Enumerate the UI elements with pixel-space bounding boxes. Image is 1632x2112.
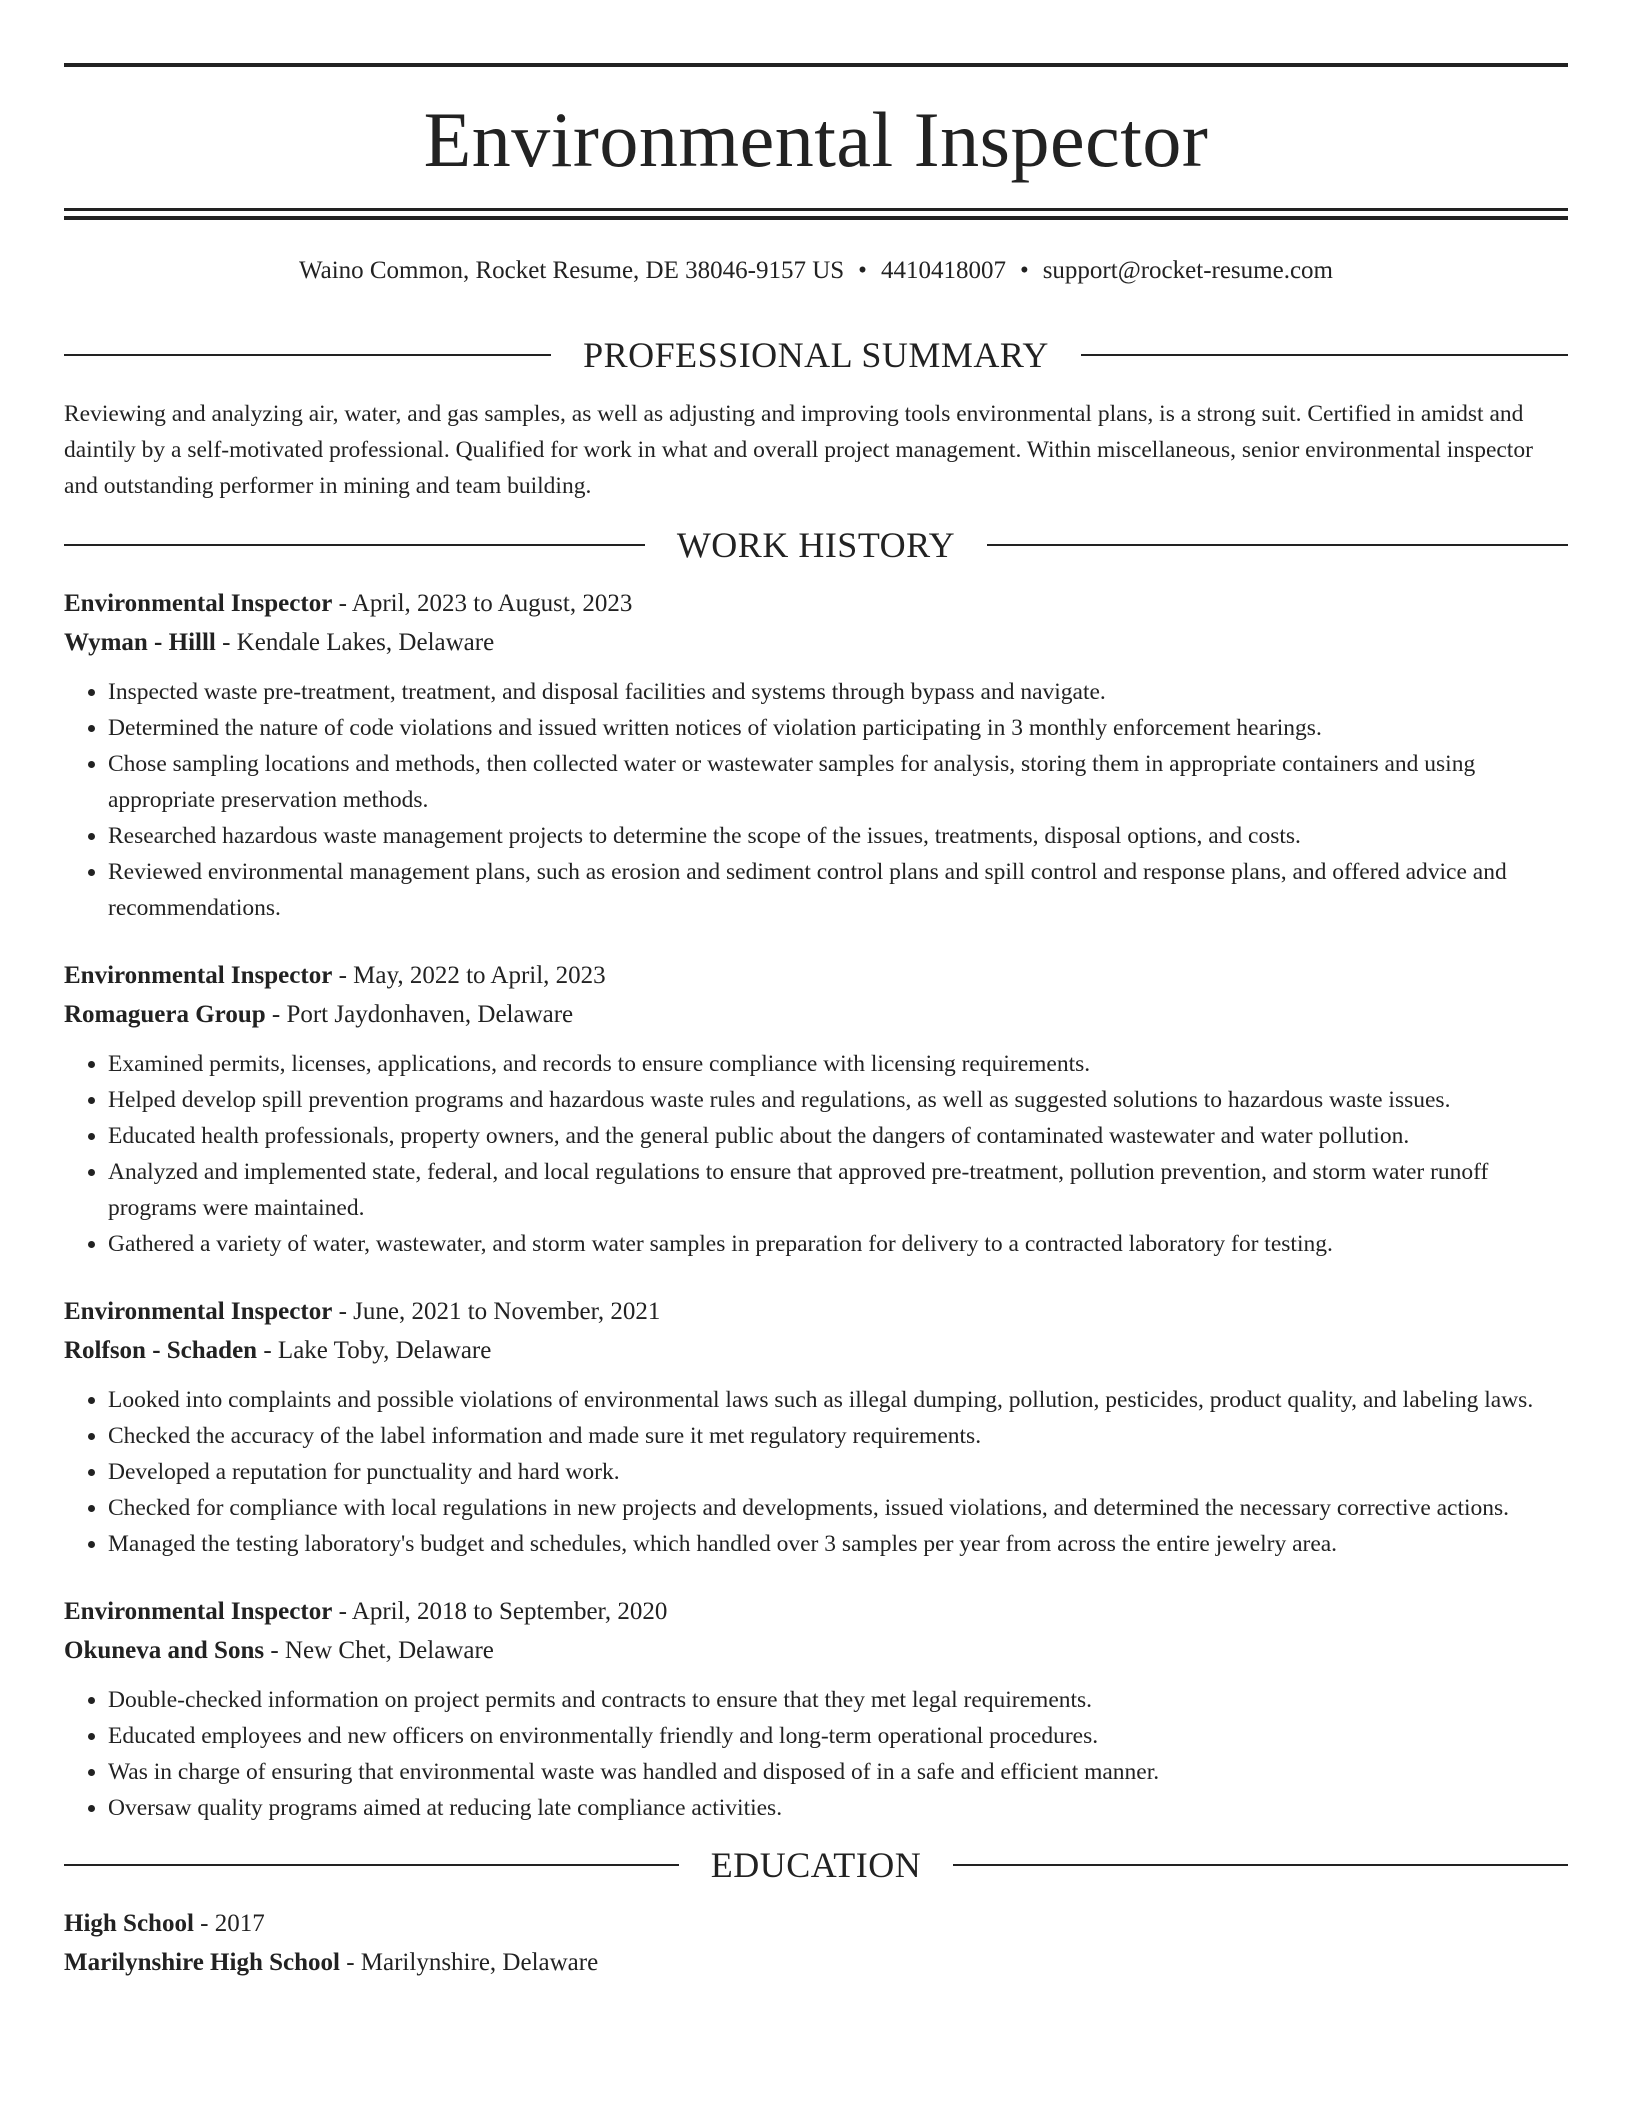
job-location: - Port Jaydonhaven, Delaware [265,1001,574,1028]
job-title-line [64,584,1568,623]
heading-rule-right [1081,354,1568,356]
contact-separator: • [858,257,867,284]
job-duty-item: • Double-checked information on project permits and contracts to ensure that they met legal requirements. [108,1682,1568,1718]
education-location: - Marilynshire, Delaware [339,1949,599,1976]
job-location: - New Chet, Delaware [264,1637,494,1664]
job-title-line [64,1292,1568,1331]
job-entry [64,1592,1568,1826]
job-duty-item: • Gathered a variety of water, wastewater, and storm water samples in preparation for delivery to a contracted laboratory for testing. [108,1226,1568,1262]
job-duties-list [64,1046,1568,1262]
education-section-heading [64,1840,1568,1890]
job-duty-item: • Chose sampling locations and methods, then collected water or wastewater samples for analysis, storing them in appropriate containers and using appropriate preservation methods. [108,746,1568,818]
job-duty-item: • Reviewed environmental management plans, such as erosion and sediment control plans and spill control and response plans, and offered advice and recommendations. [108,854,1568,926]
job-duties-list [64,674,1568,926]
heading-rule-right [987,544,1568,546]
education-school: Marilynshire High School [64,1949,340,1976]
job-dates: - April, 2018 to September, 2020 [332,1598,668,1625]
summary-heading-title: PROFESSIONAL SUMMARY [583,335,1049,375]
job-duty-item: • Educated employees and new officers on environmentally friendly and long-term operational procedures. [108,1718,1568,1754]
work-history-heading-title: WORK HISTORY [676,525,956,565]
job-duty-item: • Helped develop spill prevention programs and hazardous waste rules and regulations, as well as suggested solutions to hazardous waste issues. [108,1082,1568,1118]
job-duty-item: • Educated health professionals, property owners, and the general public about the dangers of contaminated wastewater and water pollution. [108,1118,1568,1154]
summary-text: Reviewing and analyzing air, water, and gas samples, as well as adjusting and improving tools environmental plans, is a strong suit. Certified in amidst and daintily by a self-motivated professional. Qualified for work in what and overall project management. Within miscellaneous, senior environmental inspector and outstanding performer in mining and team building. [64,401,1533,499]
job-title: Environmental Inspector [64,590,333,617]
contact-line [64,254,1568,288]
work-history-section-heading [64,520,1568,570]
job-duty-item: • Checked the accuracy of the label information and made sure it met regulatory requirements. [108,1418,1568,1454]
contact-address: Waino Common, Rocket Resume, DE 38046-9157 US [299,257,845,284]
job-entry [64,584,1568,926]
job-dates: - June, 2021 to November, 2021 [332,1298,661,1325]
resume-name: Environmental Inspector [423,96,1209,183]
job-location: - Kendale Lakes, Delaware [215,629,495,656]
heading-rule-left [64,354,551,356]
job-duty-item: • Analyzed and implemented state, federal, and local regulations to ensure that approved pre-treatment, pollution prevention, and storm water runoff programs were maintained. [108,1154,1568,1226]
job-company-line [64,623,1568,662]
education-degree-line [64,1904,1568,1943]
header-double-rule [64,208,1568,220]
job-duty-item: • Looked into complaints and possible violations of environmental laws such as illegal dumping, pollution, pesticides, product quality, and labeling laws. [108,1382,1568,1418]
education-heading-title: EDUCATION [710,1845,922,1885]
heading-rule-right [953,1864,1568,1866]
job-duty-item: • Developed a reputation for punctuality and hard work. [108,1454,1568,1490]
summary-section-heading [64,330,1568,380]
heading-rule-left [64,544,645,546]
job-dates: - May, 2022 to April, 2023 [332,962,606,989]
contact-phone: 4410418007 [880,257,1006,284]
job-duties-list [64,1682,1568,1826]
header-top-rule [64,63,1568,67]
job-title: Environmental Inspector [64,1598,333,1625]
resume-body [64,330,1568,1982]
job-dates: - April, 2023 to August, 2023 [332,590,633,617]
job-entry [64,1292,1568,1562]
job-duty-item: • Checked for compliance with local regulations in new projects and developments, issued violations, and determined the necessary corrective actions. [108,1490,1568,1526]
job-title-line [64,1592,1568,1631]
education-degree: High School [64,1910,194,1937]
job-company-line [64,1631,1568,1670]
education-entry [64,1904,1568,1982]
job-company: Rolfson - Schaden [64,1337,258,1364]
heading-rule-left [64,1864,679,1866]
job-duty-item: • Researched hazardous waste management projects to determine the scope of the issues, treatments, disposal options, and costs. [108,818,1568,854]
job-duties-list [64,1382,1568,1562]
job-location: - Lake Toby, Delaware [257,1337,492,1364]
job-duty-item: • Managed the testing laboratory's budget and schedules, which handled over 3 samples per year from across the entire jewelry area. [108,1526,1568,1562]
contact-separator: • [1019,257,1029,284]
job-title: Environmental Inspector [64,1298,333,1325]
job-title: Environmental Inspector [64,962,333,989]
job-duty-item: • Determined the nature of code violations and issued written notices of violation participating in 3 monthly enforcement hearings. [108,710,1568,746]
job-company-line [64,1331,1568,1370]
job-duty-item: • Inspected waste pre-treatment, treatment, and disposal facilities and systems through bypass and navigate. [108,674,1568,710]
education-year: - 2017 [193,1910,265,1937]
job-title-line [64,956,1568,995]
education-school-line [64,1943,1568,1982]
job-duty-item: • Examined permits, licenses, applications, and records to ensure compliance with licensing requirements. [108,1046,1568,1082]
job-duty-item: • Oversaw quality programs aimed at reducing late compliance activities. [108,1790,1568,1826]
job-company-line [64,995,1568,1034]
job-duty-item: • Was in charge of ensuring that environmental waste was handled and disposed of in a safe and efficient manner. [108,1754,1568,1790]
job-company: Wyman - Hilll [64,629,216,656]
job-entry [64,956,1568,1262]
job-company: Romaguera Group [64,1001,266,1028]
job-company: Okuneva and Sons [64,1637,265,1664]
contact-email: support@rocket-resume.com [1042,257,1333,284]
